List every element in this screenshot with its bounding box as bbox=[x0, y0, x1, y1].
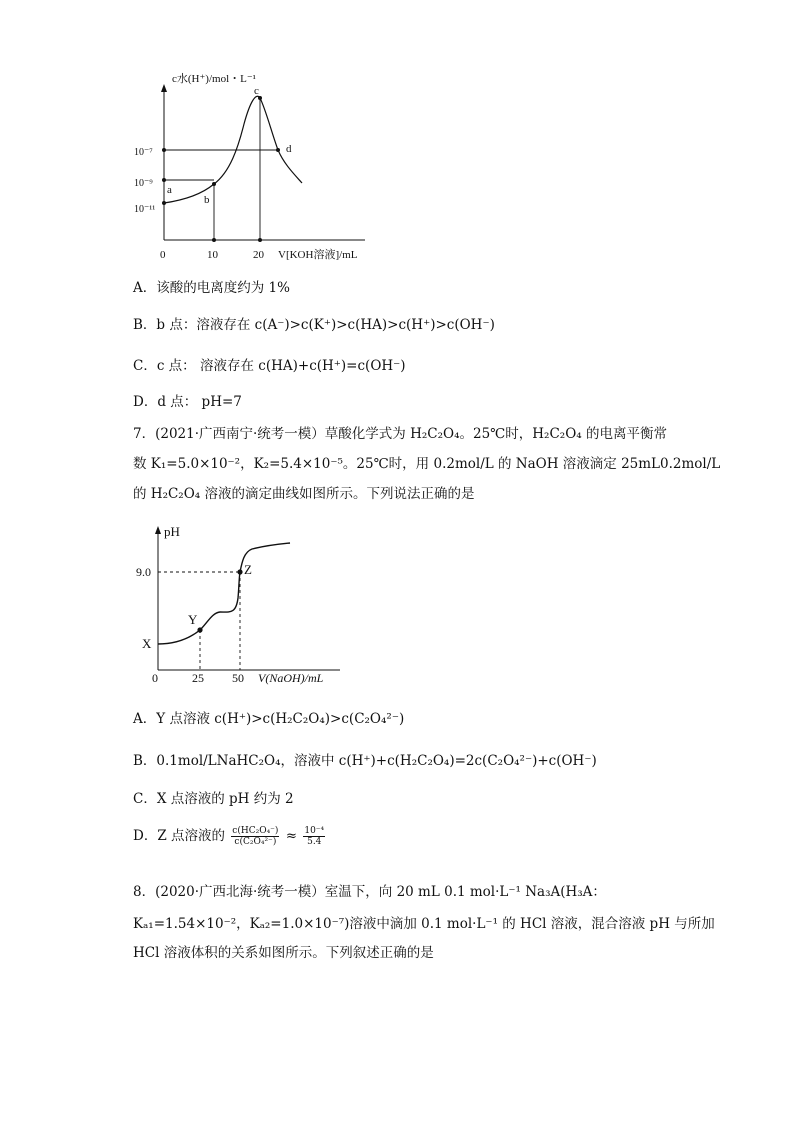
figure-acid-titration-water-h bbox=[130, 60, 390, 265]
value-fraction bbox=[303, 826, 325, 847]
q6-option-b: B．b 点：溶液存在 c(A⁻)>c(K⁺)>c(HA)>c(H⁺)>c(OH⁻) bbox=[133, 317, 495, 333]
ratio-fraction bbox=[231, 826, 279, 847]
y-axis-arrow bbox=[155, 526, 161, 534]
value-denominator: 5.4 bbox=[307, 837, 322, 847]
point-z-dot bbox=[237, 569, 242, 574]
point-c-label: c bbox=[254, 85, 259, 97]
value-numerator: 10⁻⁴ bbox=[304, 826, 325, 836]
y-axis-label: pH bbox=[164, 524, 180, 539]
x-tick-25: 25 bbox=[192, 671, 204, 685]
q6-option-c: C．c 点： 溶液存在 c(HA)+c(H⁺)=c(OH⁻) bbox=[133, 358, 406, 374]
q7-option-d bbox=[133, 824, 327, 847]
y-tick-1e-7: 10⁻⁷ bbox=[134, 147, 153, 158]
point-b-label: b bbox=[204, 194, 210, 206]
q8-stem-line-2: Kₐ₁=1.54×10⁻²，Kₐ₂=1.0×10⁻⁷)溶液中滴加 0.1 mol·L⁻¹ 的 HCl 溶液，混合溶液 pH 与所加 bbox=[133, 916, 715, 932]
y-tick-1e-9: 10⁻⁹ bbox=[134, 178, 153, 189]
ph-curve bbox=[158, 543, 290, 644]
y-axis-label: c水(H⁺)/mol・L⁻¹ bbox=[172, 73, 256, 85]
q7-option-b: B．0.1mol/LNaHC₂O₄，溶液中 c(H⁺)+c(H₂C₂O₄)=2c(C₂O₄²⁻)+c(OH⁻) bbox=[133, 753, 597, 769]
q8-stem-line-3: HCl 溶液体积的关系如图所示。下列叙述正确的是 bbox=[133, 945, 434, 961]
point-z-label: Z bbox=[244, 562, 252, 577]
y-tick-9: 9.0 bbox=[136, 565, 151, 579]
point-d-dot bbox=[276, 148, 280, 152]
q7-stem-line-3: 的 H₂C₂O₄ 溶液的滴定曲线如图所示。下列说法正确的是 bbox=[133, 486, 475, 502]
x-axis-label: V[KOH溶液]/mL bbox=[278, 249, 358, 261]
q6-option-d: D．d 点： pH=7 bbox=[133, 394, 242, 410]
point-y-dot bbox=[197, 627, 202, 632]
point-a-dot bbox=[162, 201, 166, 205]
y-tick-1e-11: 10⁻¹¹ bbox=[134, 204, 156, 215]
figure-naoh-titration-ph bbox=[136, 518, 360, 685]
point-d-label: d bbox=[286, 143, 292, 155]
q7-stem-line-1: 7．(2021·广西南宁·统考一模）草酸化学式为 H₂C₂O₄。25℃时，H₂C₂O₄ 的电离平衡常 bbox=[133, 426, 667, 442]
ratio-denominator: c(C₂O₄²⁻) bbox=[234, 837, 277, 847]
x-axis-label: V(NaOH)/mL bbox=[258, 671, 324, 685]
q7-option-d-prefix: D．Z 点溶液的 bbox=[133, 828, 225, 844]
point-x-label: X bbox=[142, 636, 152, 651]
x-tick-10: 10 bbox=[207, 249, 218, 261]
q7-stem-line-2: 数 K₁=5.0×10⁻²，K₂=5.4×10⁻⁵。25℃时，用 0.2mol/L 的 NaOH 溶液滴定 25mL0.2mol/L bbox=[133, 456, 721, 472]
point-a-label: a bbox=[167, 184, 172, 196]
ratio-numerator: c(HC₂O₄⁻) bbox=[232, 826, 279, 836]
x-tick-0: 0 bbox=[160, 249, 166, 261]
approx-sign: ≈ bbox=[285, 828, 298, 844]
x-tick-0: 0 bbox=[152, 671, 158, 685]
y-axis-arrow bbox=[161, 84, 167, 92]
q7-option-a: A．Y 点溶液 c(H⁺)>c(H₂C₂O₄)>c(C₂O₄²⁻) bbox=[133, 711, 405, 727]
point-b-dot bbox=[212, 182, 216, 186]
q6-option-a: A．该酸的电离度约为 1% bbox=[133, 280, 290, 296]
x-tick-20: 20 bbox=[253, 249, 264, 261]
point-y-label: Y bbox=[188, 612, 198, 627]
q8-stem-line-1: 8．(2020·广西北海·统考一模）室温下，向 20 mL 0.1 mol·L⁻¹ Na₃A(H₃A： bbox=[133, 884, 606, 900]
x-tick-50: 50 bbox=[232, 671, 244, 685]
q7-option-c: C．X 点溶液的 pH 约为 2 bbox=[133, 791, 294, 807]
